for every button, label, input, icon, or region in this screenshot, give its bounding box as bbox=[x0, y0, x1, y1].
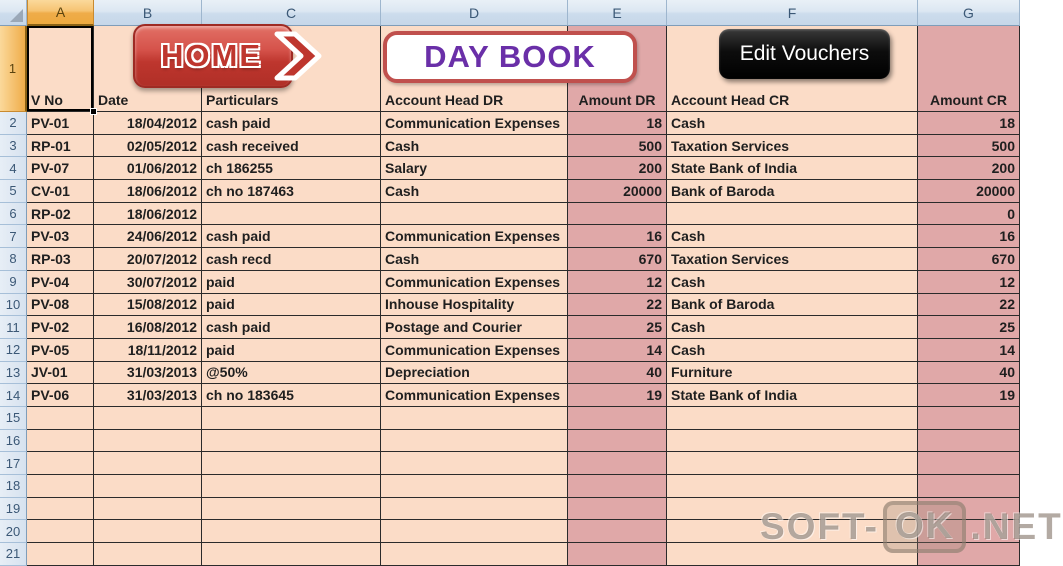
cell-E3[interactable]: 500 bbox=[568, 135, 667, 158]
cell-G4[interactable]: 200 bbox=[918, 157, 1020, 180]
cell-B11[interactable]: 16/08/2012 bbox=[94, 316, 202, 339]
cell-B5[interactable]: 18/06/2012 bbox=[94, 180, 202, 203]
cell-B15[interactable] bbox=[94, 407, 202, 430]
cell-E16[interactable] bbox=[568, 430, 667, 453]
cell-A15[interactable] bbox=[27, 407, 94, 430]
cell-D8[interactable]: Cash bbox=[381, 248, 568, 271]
cell-F5[interactable]: Bank of Baroda bbox=[667, 180, 918, 203]
cell-F3[interactable]: Taxation Services bbox=[667, 135, 918, 158]
cell-G8[interactable]: 670 bbox=[918, 248, 1020, 271]
cell-F13[interactable]: Furniture bbox=[667, 362, 918, 385]
cell-A7[interactable]: PV-03 bbox=[27, 225, 94, 248]
cell-E21[interactable] bbox=[568, 543, 667, 566]
cell-C4[interactable]: ch 186255 bbox=[202, 157, 381, 180]
cell-A17[interactable] bbox=[27, 452, 94, 475]
cell-C7[interactable]: cash paid bbox=[202, 225, 381, 248]
cell-D10[interactable]: Inhouse Hospitality bbox=[381, 294, 568, 317]
cell-F1[interactable]: Account Head CR bbox=[667, 26, 918, 112]
cell-C18[interactable] bbox=[202, 475, 381, 498]
cell-A20[interactable] bbox=[27, 520, 94, 543]
cell-A8[interactable]: RP-03 bbox=[27, 248, 94, 271]
cell-C10[interactable]: paid bbox=[202, 294, 381, 317]
cell-E5[interactable]: 20000 bbox=[568, 180, 667, 203]
cell-E4[interactable]: 200 bbox=[568, 157, 667, 180]
daybook-title: DAY BOOK bbox=[424, 39, 596, 74]
cell-G19[interactable] bbox=[918, 498, 1020, 521]
cell-A4[interactable]: PV-07 bbox=[27, 157, 94, 180]
cell-A19[interactable] bbox=[27, 498, 94, 521]
row-header-21[interactable]: 21 bbox=[0, 543, 27, 566]
cell-C8[interactable]: cash recd bbox=[202, 248, 381, 271]
cell-D21[interactable] bbox=[381, 543, 568, 566]
cell-F11[interactable]: Cash bbox=[667, 316, 918, 339]
cell-A13[interactable]: JV-01 bbox=[27, 362, 94, 385]
row-header-18[interactable]: 18 bbox=[0, 475, 27, 498]
cell-A5[interactable]: CV-01 bbox=[27, 180, 94, 203]
cell-D18[interactable] bbox=[381, 475, 568, 498]
cell-D20[interactable] bbox=[381, 520, 568, 543]
cell-E13[interactable]: 40 bbox=[568, 362, 667, 385]
cell-D16[interactable] bbox=[381, 430, 568, 453]
cell-A18[interactable] bbox=[27, 475, 94, 498]
row-header-4[interactable]: 4 bbox=[0, 157, 27, 180]
cell-A2[interactable]: PV-01 bbox=[27, 112, 94, 135]
cell-E18[interactable] bbox=[568, 475, 667, 498]
cell-G17[interactable] bbox=[918, 452, 1020, 475]
row-header-17[interactable]: 17 bbox=[0, 452, 27, 475]
selection-fill-handle[interactable] bbox=[90, 108, 97, 115]
row-header-1[interactable]: 1 bbox=[0, 26, 27, 112]
cell-E10[interactable]: 22 bbox=[568, 294, 667, 317]
cell-F14[interactable]: State Bank of India bbox=[667, 384, 918, 407]
cell-E7[interactable]: 16 bbox=[568, 225, 667, 248]
edit-vouchers-button[interactable] bbox=[719, 29, 890, 79]
home-button[interactable] bbox=[133, 24, 323, 88]
cell-D6[interactable] bbox=[381, 203, 568, 226]
cell-B4[interactable]: 01/06/2012 bbox=[94, 157, 202, 180]
cell-C5[interactable]: ch no 187463 bbox=[202, 180, 381, 203]
cell-D9[interactable]: Communication Expenses bbox=[381, 271, 568, 294]
cell-G21[interactable] bbox=[918, 543, 1020, 566]
row-header-6[interactable]: 6 bbox=[0, 203, 27, 226]
cell-D17[interactable] bbox=[381, 452, 568, 475]
cell-C15[interactable] bbox=[202, 407, 381, 430]
cell-G12[interactable]: 14 bbox=[918, 339, 1020, 362]
cell-A10[interactable]: PV-08 bbox=[27, 294, 94, 317]
row-header-16[interactable]: 16 bbox=[0, 430, 27, 453]
cell-B18[interactable] bbox=[94, 475, 202, 498]
select-all-corner[interactable] bbox=[0, 0, 27, 26]
row-header-20[interactable]: 20 bbox=[0, 520, 27, 543]
cell-D3[interactable]: Cash bbox=[381, 135, 568, 158]
cell-F4[interactable]: State Bank of India bbox=[667, 157, 918, 180]
cell-G15[interactable] bbox=[918, 407, 1020, 430]
cell-C20[interactable] bbox=[202, 520, 381, 543]
cell-A6[interactable]: RP-02 bbox=[27, 203, 94, 226]
cell-E14[interactable]: 19 bbox=[568, 384, 667, 407]
column-header-E[interactable]: E bbox=[568, 0, 667, 26]
cell-E1[interactable]: Amount DR bbox=[568, 26, 667, 112]
cell-B7[interactable]: 24/06/2012 bbox=[94, 225, 202, 248]
cell-F20[interactable] bbox=[667, 520, 918, 543]
cell-C16[interactable] bbox=[202, 430, 381, 453]
cell-G3[interactable]: 500 bbox=[918, 135, 1020, 158]
cell-A11[interactable]: PV-02 bbox=[27, 316, 94, 339]
cell-D7[interactable]: Communication Expenses bbox=[381, 225, 568, 248]
cell-A9[interactable]: PV-04 bbox=[27, 271, 94, 294]
column-header-G[interactable]: G bbox=[918, 0, 1020, 26]
cell-F16[interactable] bbox=[667, 430, 918, 453]
watermark-part3: .NET bbox=[970, 506, 1063, 547]
watermark-part1: SOFT- bbox=[760, 506, 879, 547]
cell-E19[interactable] bbox=[568, 498, 667, 521]
cell-B21[interactable] bbox=[94, 543, 202, 566]
cell-A3[interactable]: RP-01 bbox=[27, 135, 94, 158]
cell-E6[interactable] bbox=[568, 203, 667, 226]
cell-B3[interactable]: 02/05/2012 bbox=[94, 135, 202, 158]
cell-B1[interactable]: Date bbox=[94, 26, 202, 112]
cell-A21[interactable] bbox=[27, 543, 94, 566]
daybook-title-plate bbox=[383, 31, 637, 83]
cell-F21[interactable] bbox=[667, 543, 918, 566]
cell-B14[interactable]: 31/03/2013 bbox=[94, 384, 202, 407]
cell-G14[interactable]: 19 bbox=[918, 384, 1020, 407]
cell-G10[interactable]: 22 bbox=[918, 294, 1020, 317]
row-header-5[interactable]: 5 bbox=[0, 180, 27, 203]
cell-G16[interactable] bbox=[918, 430, 1020, 453]
column-header-B[interactable]: B bbox=[94, 0, 202, 26]
cell-B10[interactable]: 15/08/2012 bbox=[94, 294, 202, 317]
cell-B19[interactable] bbox=[94, 498, 202, 521]
home-button-label: HOME bbox=[161, 38, 262, 73]
row-header-12[interactable]: 12 bbox=[0, 339, 27, 362]
cell-D14[interactable]: Communication Expenses bbox=[381, 384, 568, 407]
cell-G6[interactable]: 0 bbox=[918, 203, 1020, 226]
cell-C17[interactable] bbox=[202, 452, 381, 475]
cell-B6[interactable]: 18/06/2012 bbox=[94, 203, 202, 226]
cell-F10[interactable]: Bank of Baroda bbox=[667, 294, 918, 317]
cell-A16[interactable] bbox=[27, 430, 94, 453]
cell-E9[interactable]: 12 bbox=[568, 271, 667, 294]
cell-F19[interactable] bbox=[667, 498, 918, 521]
row-header-11[interactable]: 11 bbox=[0, 316, 27, 339]
cell-E15[interactable] bbox=[568, 407, 667, 430]
cell-C12[interactable]: paid bbox=[202, 339, 381, 362]
watermark-ok-box: OK bbox=[883, 501, 967, 553]
cell-E11[interactable]: 25 bbox=[568, 316, 667, 339]
cell-G11[interactable]: 25 bbox=[918, 316, 1020, 339]
cell-F6[interactable] bbox=[667, 203, 918, 226]
cell-C11[interactable]: cash paid bbox=[202, 316, 381, 339]
cell-G20[interactable] bbox=[918, 520, 1020, 543]
cell-F7[interactable]: Cash bbox=[667, 225, 918, 248]
select-all-triangle-icon bbox=[10, 9, 23, 22]
cell-G9[interactable]: 12 bbox=[918, 271, 1020, 294]
cell-D15[interactable] bbox=[381, 407, 568, 430]
cell-B20[interactable] bbox=[94, 520, 202, 543]
cell-G2[interactable]: 18 bbox=[918, 112, 1020, 135]
cell-B12[interactable]: 18/11/2012 bbox=[94, 339, 202, 362]
row-header-15[interactable]: 15 bbox=[0, 407, 27, 430]
cell-A14[interactable]: PV-06 bbox=[27, 384, 94, 407]
cell-D13[interactable]: Depreciation bbox=[381, 362, 568, 385]
cell-B13[interactable]: 31/03/2013 bbox=[94, 362, 202, 385]
cell-D2[interactable]: Communication Expenses bbox=[381, 112, 568, 135]
chevron-right-icon bbox=[271, 26, 327, 86]
column-header-C[interactable]: C bbox=[202, 0, 381, 26]
row-header-2[interactable]: 2 bbox=[0, 112, 27, 135]
row-header-3[interactable]: 3 bbox=[0, 135, 27, 158]
cell-G7[interactable]: 16 bbox=[918, 225, 1020, 248]
cell-B17[interactable] bbox=[94, 452, 202, 475]
cell-G13[interactable]: 40 bbox=[918, 362, 1020, 385]
cell-C14[interactable]: ch no 183645 bbox=[202, 384, 381, 407]
cell-G5[interactable]: 20000 bbox=[918, 180, 1020, 203]
cell-D19[interactable] bbox=[381, 498, 568, 521]
cell-D1[interactable]: Account Head DR bbox=[381, 26, 568, 112]
row-header-9[interactable]: 9 bbox=[0, 271, 27, 294]
row-header-13[interactable]: 13 bbox=[0, 362, 27, 385]
edit-vouchers-label: Edit Vouchers bbox=[739, 42, 870, 65]
cell-C3[interactable]: cash received bbox=[202, 135, 381, 158]
cell-E8[interactable]: 670 bbox=[568, 248, 667, 271]
cell-C2[interactable]: cash paid bbox=[202, 112, 381, 135]
cell-C21[interactable] bbox=[202, 543, 381, 566]
cell-F8[interactable]: Taxation Services bbox=[667, 248, 918, 271]
cell-F12[interactable]: Cash bbox=[667, 339, 918, 362]
cell-G18[interactable] bbox=[918, 475, 1020, 498]
cell-D11[interactable]: Postage and Courier bbox=[381, 316, 568, 339]
cell-D5[interactable]: Cash bbox=[381, 180, 568, 203]
cell-C1[interactable]: Particulars bbox=[202, 26, 381, 112]
row-header-8[interactable]: 8 bbox=[0, 248, 27, 271]
cell-C19[interactable] bbox=[202, 498, 381, 521]
cell-F17[interactable] bbox=[667, 452, 918, 475]
row-header-14[interactable]: 14 bbox=[0, 384, 27, 407]
cell-D4[interactable]: Salary bbox=[381, 157, 568, 180]
cell-C9[interactable]: paid bbox=[202, 271, 381, 294]
row-header-10[interactable]: 10 bbox=[0, 294, 27, 317]
cell-E2[interactable]: 18 bbox=[568, 112, 667, 135]
cell-E17[interactable] bbox=[568, 452, 667, 475]
cell-B9[interactable]: 30/07/2012 bbox=[94, 271, 202, 294]
cell-F15[interactable] bbox=[667, 407, 918, 430]
cell-C6[interactable] bbox=[202, 203, 381, 226]
cell-A12[interactable]: PV-05 bbox=[27, 339, 94, 362]
column-header-D[interactable]: D bbox=[381, 0, 568, 26]
column-header-A[interactable]: A bbox=[27, 0, 94, 26]
cell-E20[interactable] bbox=[568, 520, 667, 543]
cell-A1[interactable]: V No bbox=[27, 26, 94, 112]
cell-F9[interactable]: Cash bbox=[667, 271, 918, 294]
cell-F18[interactable] bbox=[667, 475, 918, 498]
cell-B2[interactable]: 18/04/2012 bbox=[94, 112, 202, 135]
column-header-F[interactable]: F bbox=[667, 0, 918, 26]
cell-G1[interactable]: Amount CR bbox=[918, 26, 1020, 112]
cell-B16[interactable] bbox=[94, 430, 202, 453]
cell-F2[interactable]: Cash bbox=[667, 112, 918, 135]
row-header-19[interactable]: 19 bbox=[0, 498, 27, 521]
cell-D12[interactable]: Communication Expenses bbox=[381, 339, 568, 362]
cell-B8[interactable]: 20/07/2012 bbox=[94, 248, 202, 271]
cell-C13[interactable]: @50% bbox=[202, 362, 381, 385]
cell-E12[interactable]: 14 bbox=[568, 339, 667, 362]
row-header-7[interactable]: 7 bbox=[0, 225, 27, 248]
